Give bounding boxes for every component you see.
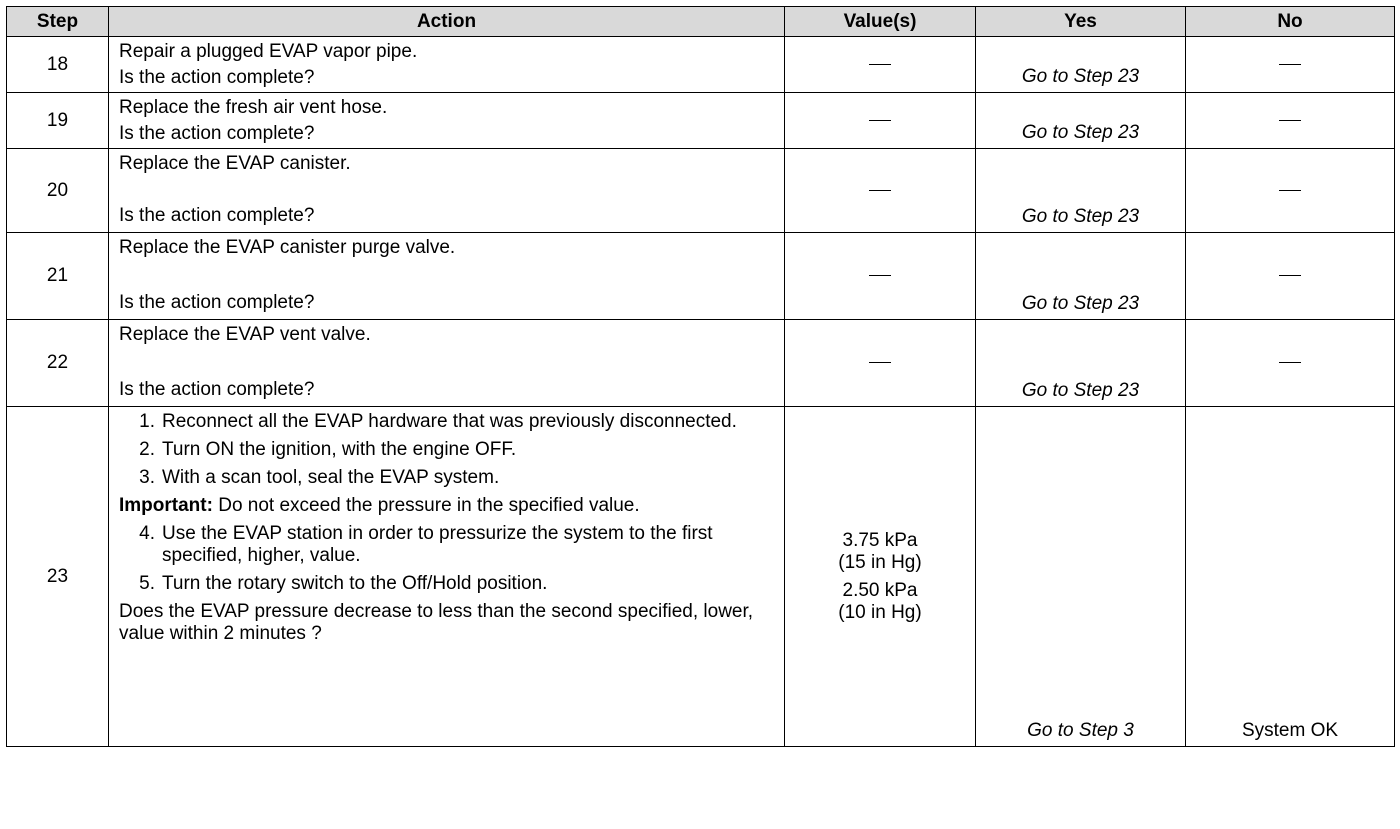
step-number: 20 bbox=[7, 149, 109, 233]
no-dash bbox=[1279, 275, 1301, 276]
list-item: 2. Turn ON the ignition, with the engine OFF. bbox=[139, 439, 517, 460]
action-cell bbox=[109, 149, 785, 233]
value-cell bbox=[785, 149, 976, 233]
action-question: Is the action complete? bbox=[119, 67, 315, 88]
action-cell bbox=[109, 320, 785, 407]
action-text: Replace the EVAP vent valve. bbox=[119, 324, 371, 345]
no-cell bbox=[1186, 407, 1395, 747]
value-cell bbox=[785, 320, 976, 407]
list-item: 5. Turn the rotary switch to the Off/Hold position. bbox=[139, 573, 548, 594]
no-result: System OK bbox=[1241, 720, 1339, 741]
value-cell bbox=[785, 407, 976, 747]
value-dash bbox=[869, 190, 891, 191]
value-cell bbox=[785, 37, 976, 93]
no-cell bbox=[1186, 93, 1395, 149]
yes-link[interactable]: Go to Step 23 bbox=[1021, 206, 1140, 227]
list-item: 1. Reconnect all the EVAP hardware that was previously disconnected. bbox=[139, 411, 737, 432]
step-number: 18 bbox=[7, 37, 109, 93]
table-row bbox=[7, 37, 1395, 93]
important-label: Important: bbox=[119, 495, 213, 516]
header-no: No bbox=[1186, 7, 1395, 37]
no-cell bbox=[1186, 320, 1395, 407]
no-cell bbox=[1186, 149, 1395, 233]
important-note bbox=[119, 495, 774, 517]
action-question: Is the action complete? bbox=[119, 292, 315, 313]
header-yes: Yes bbox=[976, 7, 1186, 37]
no-dash bbox=[1279, 190, 1301, 191]
value-dash bbox=[869, 275, 891, 276]
no-dash bbox=[1279, 64, 1301, 65]
pressure-values bbox=[785, 530, 975, 624]
action-question: Is the action complete? bbox=[119, 379, 315, 400]
header-values: Value(s) bbox=[785, 7, 976, 37]
action-text: Repair a plugged EVAP vapor pipe. bbox=[119, 41, 418, 62]
yes-cell bbox=[976, 93, 1186, 149]
no-cell bbox=[1186, 37, 1395, 93]
no-cell bbox=[1186, 233, 1395, 320]
yes-link[interactable]: Go to Step 23 bbox=[1021, 122, 1140, 143]
step-number: 19 bbox=[7, 93, 109, 149]
important-text: Do not exceed the pressure in the specified value. bbox=[212, 495, 640, 516]
step-number: 22 bbox=[7, 320, 109, 407]
action-question: Is the action complete? bbox=[119, 205, 315, 226]
yes-link[interactable]: Go to Step 3 bbox=[1027, 720, 1134, 741]
table-row bbox=[7, 233, 1395, 320]
value-dash bbox=[869, 120, 891, 121]
action-cell bbox=[109, 233, 785, 320]
value-2-kpa: 2.50 kPa bbox=[842, 579, 918, 601]
yes-cell bbox=[976, 407, 1186, 747]
header-action: Action bbox=[109, 7, 785, 37]
table-row bbox=[7, 93, 1395, 149]
value-dash bbox=[869, 64, 891, 65]
action-text: Replace the EVAP canister. bbox=[119, 153, 351, 174]
value-1-kpa: 3.75 kPa bbox=[842, 529, 918, 551]
step-number: 21 bbox=[7, 233, 109, 320]
diagnostic-table-wrapper bbox=[6, 6, 1395, 747]
no-dash bbox=[1279, 362, 1301, 363]
value-cell bbox=[785, 93, 976, 149]
value-2-hg: (10 in Hg) bbox=[838, 601, 922, 623]
diagnostic-table bbox=[6, 6, 1395, 747]
step-number: 23 bbox=[7, 407, 109, 747]
value-dash bbox=[869, 362, 891, 363]
no-dash bbox=[1279, 120, 1301, 121]
list-item: 3. With a scan tool, seal the EVAP system. bbox=[139, 467, 500, 488]
value-cell bbox=[785, 233, 976, 320]
step23-action bbox=[109, 407, 784, 648]
action-text: Replace the fresh air vent hose. bbox=[119, 97, 388, 118]
header-step: Step bbox=[7, 7, 109, 37]
yes-link[interactable]: Go to Step 23 bbox=[1021, 380, 1140, 401]
yes-link[interactable]: Go to Step 23 bbox=[1021, 293, 1140, 314]
table-row bbox=[7, 149, 1395, 233]
yes-cell bbox=[976, 320, 1186, 407]
action-cell bbox=[109, 37, 785, 93]
action-cell bbox=[109, 93, 785, 149]
action-text: Replace the EVAP canister purge valve. bbox=[119, 237, 456, 258]
header-row bbox=[7, 7, 1395, 37]
value-1-hg: (15 in Hg) bbox=[838, 551, 922, 573]
table-row bbox=[7, 407, 1395, 747]
table-row bbox=[7, 320, 1395, 407]
yes-cell bbox=[976, 233, 1186, 320]
yes-cell bbox=[976, 37, 1186, 93]
action-question: Does the EVAP pressure decrease to less than the second specified, lower, value within 2 minutes ? bbox=[119, 601, 754, 644]
list-item: 4. Use the EVAP station in order to pressurize the system to the first specified, higher, value. bbox=[139, 523, 713, 566]
yes-link[interactable]: Go to Step 23 bbox=[1021, 66, 1140, 87]
yes-cell bbox=[976, 149, 1186, 233]
action-cell bbox=[109, 407, 785, 747]
action-question: Is the action complete? bbox=[119, 123, 315, 144]
